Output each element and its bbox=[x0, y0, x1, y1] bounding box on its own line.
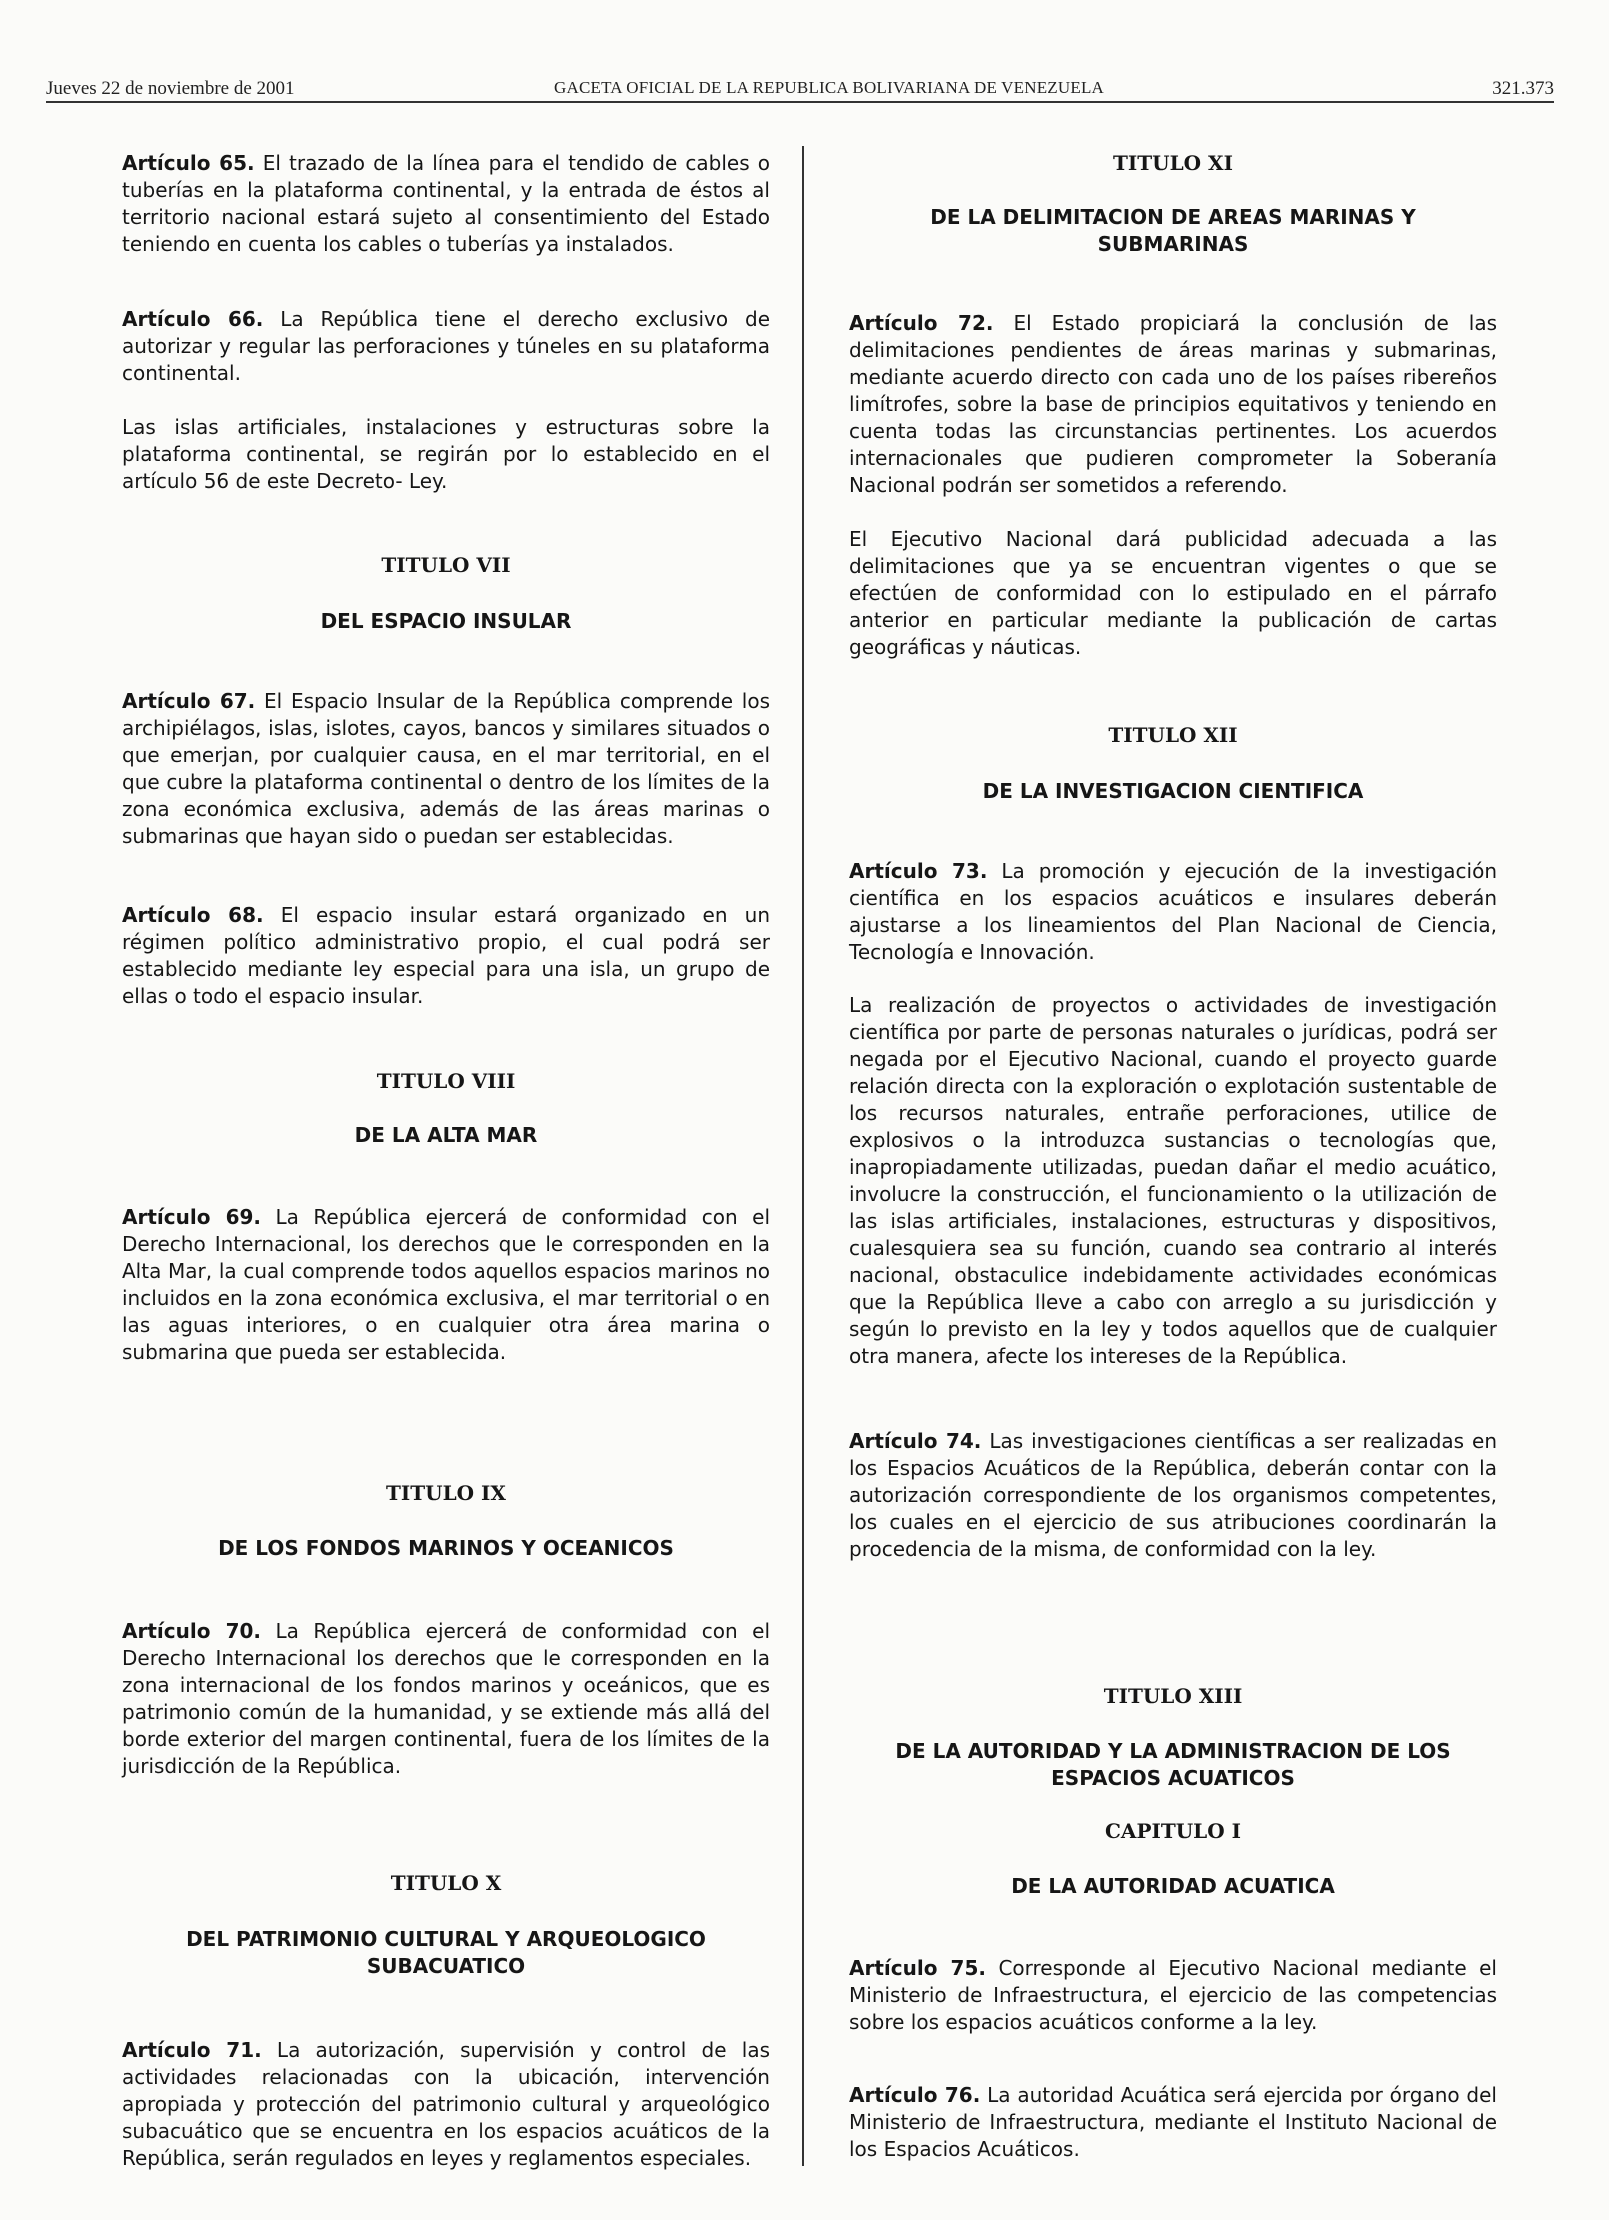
header-rule bbox=[46, 101, 1554, 103]
titulo-vii-name: DEL ESPACIO INSULAR bbox=[320, 609, 572, 633]
article-76-label: Artículo 76. bbox=[849, 2083, 981, 2107]
titulo-xiii: TITULO XIII bbox=[1103, 1684, 1243, 1708]
article-71-label: Artículo 71. bbox=[122, 2038, 262, 2062]
article-75-label: Artículo 75. bbox=[849, 1956, 986, 1980]
titulo-x: TITULO X bbox=[390, 1871, 502, 1895]
article-67-label: Artículo 67. bbox=[122, 689, 256, 713]
article-65-label: Artículo 65. bbox=[122, 151, 255, 175]
article-74-text: Las investigaciones científicas a ser realizadas en los Espacios Acuáticos de la República, deberán contar con la autorización correspondiente de los organismos competentes, los cuales en el ejercicio de sus atribuciones coordinarán la procedencia de la misma, de conformidad con la ley. bbox=[849, 1429, 1497, 1561]
article-72-paragraph-2: El Ejecutivo Nacional dará publicidad adecuada a las delimitaciones que ya se encuentran vigentes o que se efectúen de conformidad con lo estipulado en el párrafo anterior en particular mediante la publicación de cartas geográficas y náuticas. bbox=[849, 527, 1497, 659]
titulo-ix: TITULO IX bbox=[386, 1481, 506, 1505]
article-66 bbox=[122, 306, 770, 387]
article-69 bbox=[122, 1204, 770, 1366]
article-65-text: El trazado de la línea para el tendido de cables o tuberías en la plataforma continental, y la entrada de éstos al territorio nacional estará sujeto al consentimiento del Estado teniendo en cuenta los cables o tuberías ya instalados. bbox=[122, 151, 770, 256]
titulo-ix-name: DE LOS FONDOS MARINOS Y OCEANICOS bbox=[218, 1536, 674, 1560]
article-75-text: Corresponde al Ejecutivo Nacional mediante el Ministerio de Infraestructura, el ejercicio de las competencias sobre los espacios acuáticos conforme a la ley. bbox=[849, 1956, 1497, 2034]
article-74 bbox=[849, 1428, 1497, 1563]
titulo-vii: TITULO VII bbox=[381, 553, 511, 577]
column-divider bbox=[802, 146, 804, 2166]
article-75 bbox=[849, 1955, 1497, 2036]
article-73-text: La promoción y ejecución de la investigación científica en los espacios acuáticos e insulares deberán ajustarse a los lineamientos del Plan Nacional de Ciencia, Tecnología e Innovación. bbox=[849, 859, 1498, 964]
article-68-label: Artículo 68. bbox=[122, 903, 264, 927]
article-67 bbox=[122, 688, 770, 850]
header-publication: GACETA OFICIAL DE LA REPUBLICA BOLIVARIANA DE VENEZUELA bbox=[554, 78, 1105, 97]
article-73-paragraph-2: La realización de proyectos o actividades de investigación científica por parte de personas naturales o jurídicas, podrá ser negada por el Ejecutivo Nacional, cuando el proyecto guarde relación directa con la exploración o explotación sustentable de los recursos naturales, entrañe perforaciones, utilice de explosivos o la introduzca sustancias o tecnologías que, inapropiadamente utilizadas, puedan dañar el medio acuático, involucre la construcción, el funcionamiento o la utilización de las islas artificiales, instalaciones, estructuras y dispositivos, cualesquiera sea su función, cuando sea contrario al interés nacional, obstaculice indebidamente actividades económicas que la República lleve a cabo con arreglo a su jurisdicción y según lo previsto en la ley y todos aquellos que de cualquier otra manera, afecte los intereses de la República. bbox=[849, 993, 1497, 1368]
article-68-text: El espacio insular estará organizado en un régimen político administrativo propio, el cual podrá ser establecido mediante ley especial para una isla, un grupo de ellas o todo el espacio insular. bbox=[122, 903, 770, 1008]
article-69-text: La República ejercerá de conformidad con el Derecho Internacional, los derechos que le corresponden en la Alta Mar, la cual comprende todos aquellos espacios marinos no incluidos en la zona económica exclusiva, el mar territorial o en las aguas interiores, o en cualquier otra área marina o submarina que pueda ser establecida. bbox=[122, 1205, 770, 1364]
article-73 bbox=[849, 858, 1497, 966]
article-71 bbox=[122, 2037, 770, 2172]
titulo-viii: TITULO VIII bbox=[376, 1069, 516, 1093]
article-70-text: La República ejercerá de conformidad con el Derecho Internacional los derechos que le corresponden en la zona internacional de los fondos marinos y oceánicos, que es patrimonio común de la humanidad, y se extiende más allá del borde exterior del margen continental, fuera de los límites de la jurisdicción de la República. bbox=[122, 1619, 770, 1778]
article-72-text: El Estado propiciará la conclusión de las delimitaciones pendientes de áreas marinas y submarinas, mediante acuerdo directo con cada uno de los países ribereños limítrofes, sobre la base de principios equitativos y teniendo en cuenta todas las circunstancias pertinentes. Los acuerdos internacionales que pudieren comprometer la Soberanía Nacional podrán ser sometidos a referendo. bbox=[849, 311, 1498, 497]
article-68 bbox=[122, 902, 770, 1010]
titulo-x-name: DEL PATRIMONIO CULTURAL Y ARQUEOLOGICO SUBACUATICO bbox=[186, 1927, 706, 1978]
article-71-text: La autorización, supervisión y control de las actividades relacionadas con la ubicación, intervención apropiada y protección del patrimonio cultural y arqueológico subacuático que se encuentra en los espacios acuáticos de la República, serán regulados en leyes y reglamentos especiales. bbox=[122, 2038, 770, 2170]
article-76-text: La autoridad Acuática será ejercida por órgano del Ministerio de Infraestructura, mediante el Instituto Nacional de los Espacios Acuáticos. bbox=[849, 2083, 1497, 2161]
page-header bbox=[46, 78, 1554, 102]
article-69-label: Artículo 69. bbox=[122, 1205, 261, 1229]
article-72-label: Artículo 72. bbox=[849, 311, 994, 335]
capitulo-i-name: DE LA AUTORIDAD ACUATICA bbox=[1011, 1874, 1335, 1898]
article-67-text: El Espacio Insular de la República comprende los archipiélagos, islas, islotes, cayos, bancos y similares situados o que emerjan, por cualquier causa, en el mar territorial, en el que cubre la plataforma continental o dentro de los límites de la zona económica exclusiva, además de las áreas marinas o submarinas que hayan sido o puedan ser establecidas. bbox=[122, 689, 770, 848]
article-65 bbox=[122, 150, 770, 258]
titulo-xii-name: DE LA INVESTIGACION CIENTIFICA bbox=[982, 779, 1364, 803]
titulo-viii-name: DE LA ALTA MAR bbox=[354, 1123, 538, 1147]
article-66-label: Artículo 66. bbox=[122, 307, 264, 331]
article-74-label: Artículo 74. bbox=[849, 1429, 982, 1453]
titulo-xi: TITULO XI bbox=[1113, 151, 1233, 175]
article-73-label: Artículo 73. bbox=[849, 859, 988, 883]
titulo-xiii-name: DE LA AUTORIDAD Y LA ADMINISTRACION DE LOS ESPACIOS ACUATICOS bbox=[895, 1739, 1451, 1790]
article-70-label: Artículo 70. bbox=[122, 1619, 261, 1643]
capitulo-i: CAPITULO I bbox=[1105, 1819, 1241, 1843]
article-72 bbox=[849, 310, 1497, 499]
header-page-number: 321.373 bbox=[1492, 78, 1554, 99]
article-76 bbox=[849, 2082, 1497, 2163]
titulo-xii: TITULO XII bbox=[1108, 723, 1238, 747]
header-date: Jueves 22 de noviembre de 2001 bbox=[46, 78, 295, 99]
article-70 bbox=[122, 1618, 770, 1780]
article-66-text: La República tiene el derecho exclusivo de autorizar y regular las perforaciones y túneles en su plataforma continental. bbox=[122, 307, 770, 385]
article-66-paragraph-2: Las islas artificiales, instalaciones y estructuras sobre la plataforma continental, se regirán por lo establecido en el artículo 56 de este Decreto- Ley. bbox=[122, 415, 770, 493]
titulo-xi-name: DE LA DELIMITACION DE AREAS MARINAS Y SUBMARINAS bbox=[930, 205, 1416, 256]
